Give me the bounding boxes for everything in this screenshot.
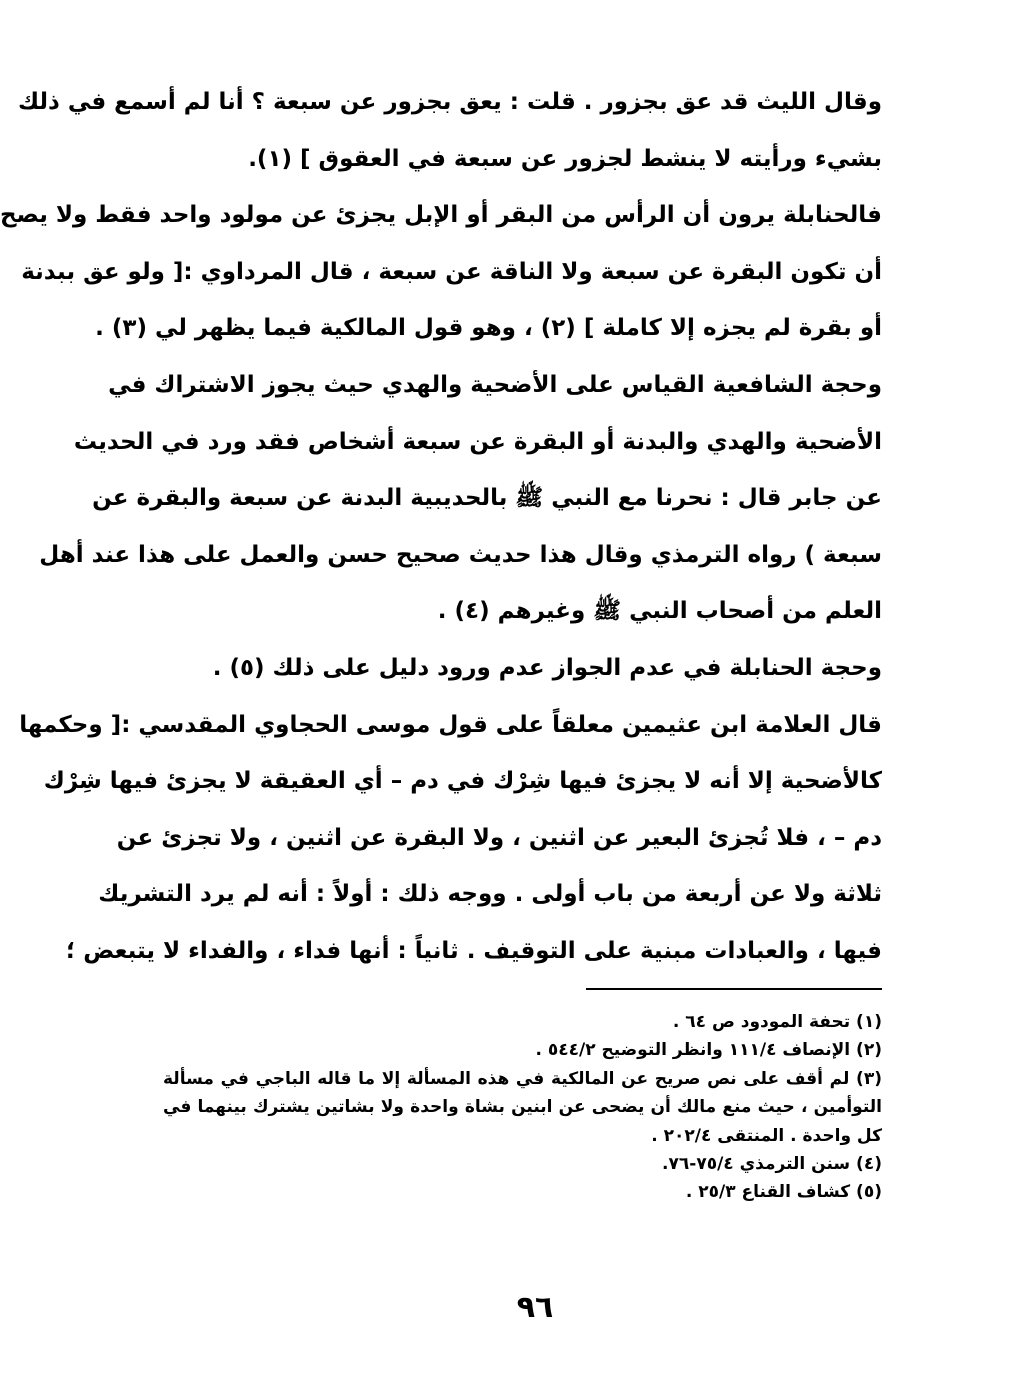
footnotes [163, 1008, 882, 1207]
text-line: وقال الليث قد عق بجزور . قلت : يعق بجزور عن سبعة ؟ أنا لم أسمع في ذلك [17, 89, 882, 115]
text-line: فيها ، والعبادات مبنية على التوقيف . ثانياً : أنها فداء ، والفداء لا يتبعض ؛ [66, 937, 882, 964]
text-line: كالأضحية إلا أنه لا يجزئ فيها شِرْك في دم – أي العقيقة لا يجزئ فيها شِرْك [43, 768, 882, 795]
footnote-line: (٤) سنن الترمذي ٧٥/٤-٧٦. [662, 1153, 882, 1174]
text-line: أو بقرة لم يجزه إلا كاملة ] (٢) ، وهو قول المالكية فيما يظهر لي (٣) . [95, 315, 882, 342]
footnote-line: (٣) لم أقف على نص صريح عن المالكية في هذه المسألة إلا ما قاله الباجي في مسألة [163, 1068, 882, 1089]
text-line: دم – ، فلا تُجزئ البعير عن اثنين ، ولا البقرة عن اثنين ، ولا تجزئ عن [116, 824, 882, 851]
text-line: بشيء ورأيته لا ينشط لجزور عن سبعة في العقوق ] (١). [248, 145, 882, 172]
footnote-divider [586, 988, 882, 990]
text-line: العلم من أصحاب النبي ﷺ وغيرهم (٤) . [437, 598, 882, 625]
footnote-line: (١) تحفة المودود ص ٦٤ . [672, 1012, 882, 1032]
text-line: ثلاثة ولا عن أربعة من باب أولى . ووجه ذلك : أولاً : أنه لم يرد التشريك [98, 881, 882, 908]
footnote-line: (٥) كشاف القناع ٢٥/٣ . [685, 1182, 882, 1203]
page-number: ٩٦ [516, 1290, 554, 1325]
footnote-line: التوأمين ، حيث منع مالك أن يضحى عن ابنين بشاة واحدة ولا بشاتين يشترك بينهما في [163, 1097, 882, 1118]
text-line: فالحنابلة يرون أن الرأس من البقر أو الإبل يجزئ عن مولود واحد فقط ولا يصح [0, 202, 882, 229]
text-line: سبعة ) رواه الترمذي وقال هذا حديث صحيح حسن والعمل على هذا عند أهل [39, 541, 882, 568]
text-line: وحجة الشافعية القياس على الأضحية والهدي حيث يجوز الاشتراك في [108, 371, 882, 398]
text-line: عن جابر قال : نحرنا مع النبي ﷺ بالحديبية البدنة عن سبعة والبقرة عن [92, 485, 882, 512]
main-text [0, 74, 882, 980]
text-line: وحجة الحنابلة في عدم الجواز عدم ورود دليل على ذلك (٥) . [212, 654, 882, 681]
footnote-line: كل واحدة . المنتقى ٢٠٢/٤ . [651, 1125, 882, 1146]
footnote-line: (٢) الإنصاف ١١١/٤ وانظر التوضيح ٥٤٤/٢ . [535, 1040, 882, 1061]
text-line: قال العلامة ابن عثيمين معلقاً على قول موسى الحجاوي المقدسي :[ وحكمها [19, 711, 882, 738]
text-line: أن تكون البقرة عن سبعة ولا الناقة عن سبعة ، قال المرداوي :[ ولو عق ببدنة [21, 258, 882, 285]
text-line: الأضحية والهدي والبدنة أو البقرة عن سبعة أشخاص فقد ورد في الحديث [73, 428, 882, 455]
